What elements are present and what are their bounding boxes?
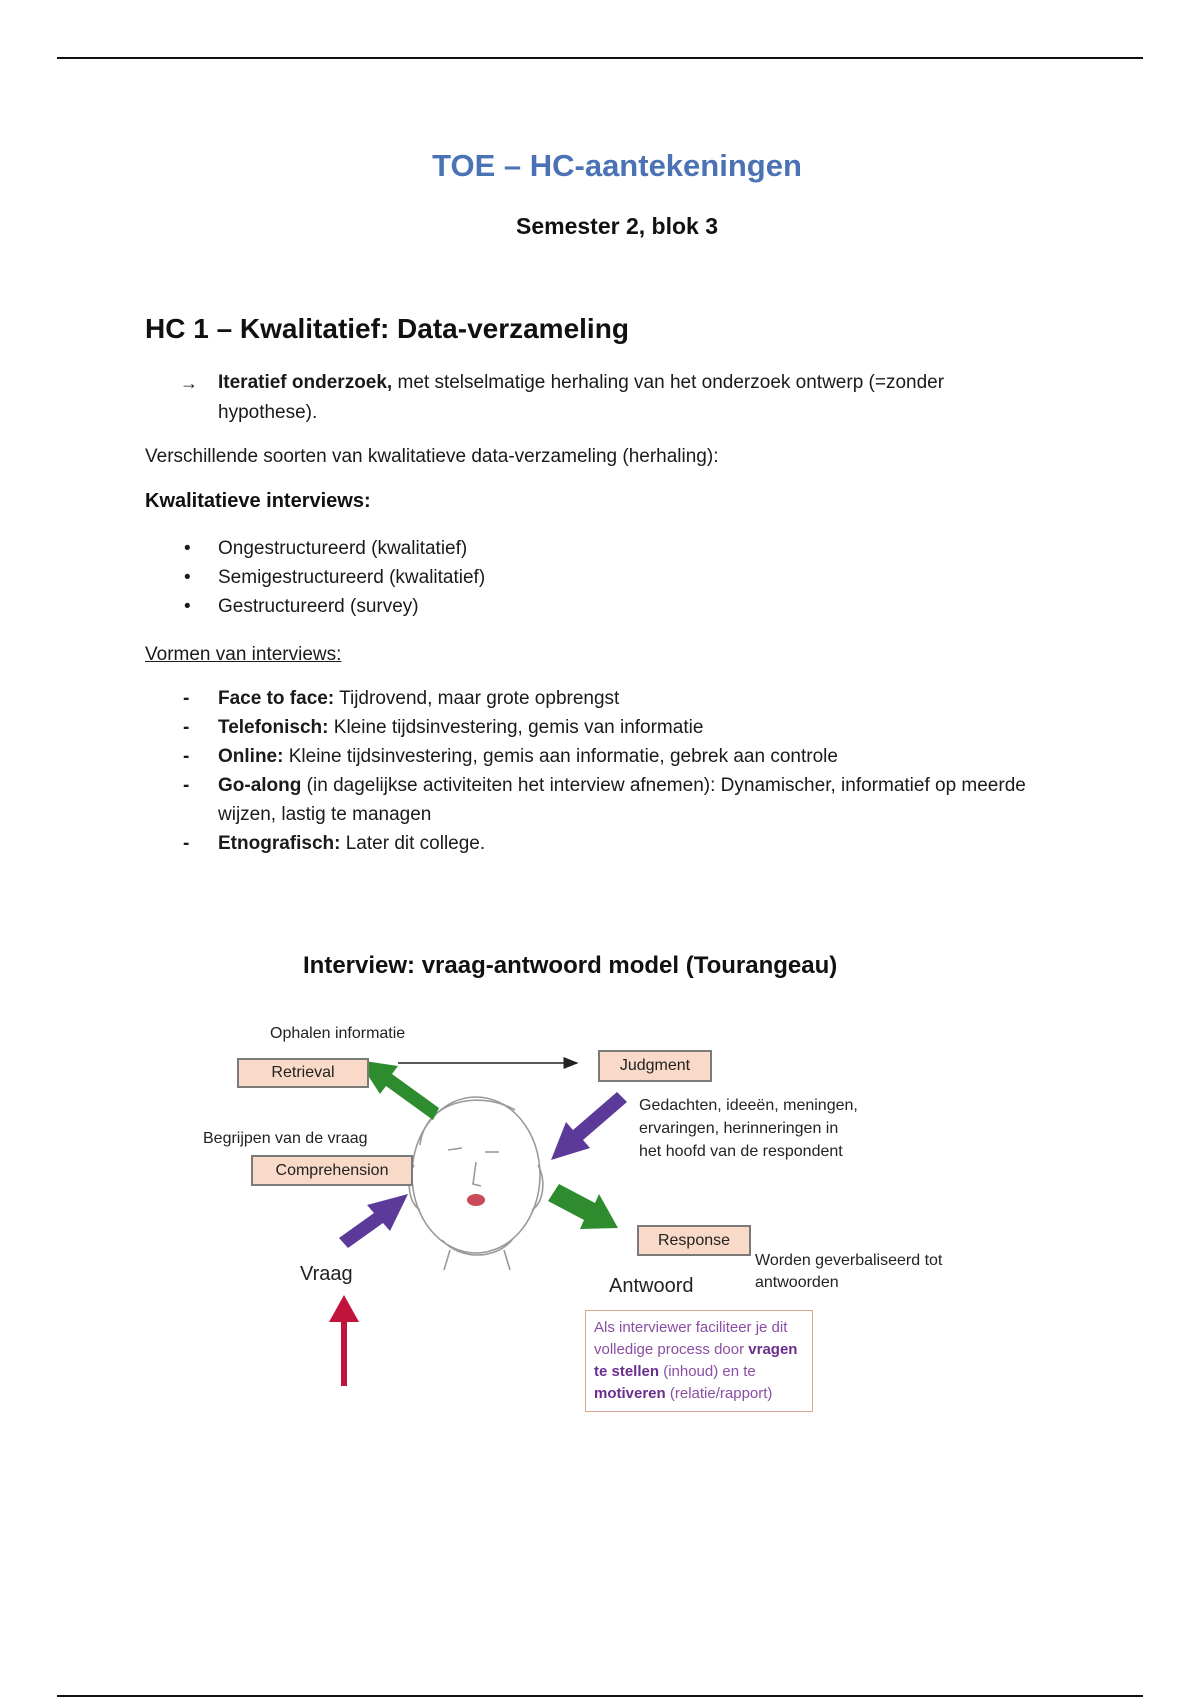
list-item: [180, 684, 1040, 713]
form-text: Kleine tijdsinvestering, gemis aan informatie, gebrek aan controle: [283, 746, 838, 767]
bullet-icon: •: [184, 567, 191, 588]
verbaliseerd-label-2: antwoorden: [755, 1274, 839, 1291]
list-item: [180, 713, 1040, 742]
purple-arrow-judgment: [551, 1092, 627, 1160]
list-item: [180, 771, 1040, 829]
document-title: TOE – HC-aantekeningen: [432, 148, 802, 183]
antwoord-label: Antwoord: [609, 1275, 694, 1297]
bullet-icon: •: [184, 596, 191, 617]
form-text: (in dagelijkse activiteiten het interview afnemen): Dynamischer, informatief op meerde wijzen, lastig te managen: [218, 775, 1026, 825]
mouth-icon: [467, 1194, 485, 1206]
verbaliseerd-label-1: Worden geverbaliseerd tot: [755, 1252, 943, 1269]
dash-icon: -: [183, 775, 190, 796]
arrow-list-item: [180, 368, 1040, 428]
list-item-text: Semigestructureerd (kwalitatief): [218, 567, 486, 588]
tourangeau-figure: [180, 940, 1020, 1420]
list-item: [180, 829, 1040, 858]
respondent-head-icon: [409, 1097, 543, 1270]
dash-icon: -: [183, 833, 190, 854]
purple-arrow-to-comprehension: [339, 1194, 408, 1248]
bullet-icon: •: [184, 538, 191, 559]
interviewer-note-box: Als interviewer faciliteer je dit volledige process door vragen te stellen (inhoud) en te motiveren (relatie/rapport): [585, 1310, 813, 1412]
form-label: Go-along: [218, 775, 302, 796]
figure-title: Interview: vraag-antwoord model (Tourangeau): [303, 952, 838, 979]
gedachten-label-2: ervaringen, herinneringen in: [639, 1120, 839, 1137]
arrow-item-text: met stelselmatige herhaling van het onderzoek ontwerp (=zonder hypothese).: [218, 372, 945, 423]
judgment-box: Judgment: [598, 1050, 712, 1082]
interview-forms-list: [180, 684, 1040, 858]
form-label: Online:: [218, 746, 284, 767]
gedachten-label-3: het hoofd van de respondent: [639, 1143, 843, 1160]
dash-icon: -: [183, 688, 190, 709]
list-item: [180, 563, 485, 592]
list-item-text: Ongestructureerd (kwalitatief): [218, 538, 468, 559]
list-item: [180, 534, 485, 563]
begrijpen-label: Begrijpen van de vraag: [203, 1130, 368, 1147]
list-item-text: Gestructureerd (survey): [218, 596, 419, 617]
comprehension-box: Comprehension: [251, 1155, 413, 1186]
retrieval-box: Retrieval: [237, 1058, 369, 1088]
intro-paragraph: Verschillende soorten van kwalitatieve data-verzameling (herhaling):: [145, 446, 719, 467]
red-question-arrow: [329, 1295, 359, 1386]
form-text: Kleine tijdsinvestering, gemis van informatie: [328, 717, 704, 738]
dash-icon: -: [183, 746, 190, 767]
form-text: Later dit college.: [340, 833, 486, 854]
document-subtitle: Semester 2, blok 3: [516, 213, 718, 239]
form-text: Tijdrovend, maar grote opbrengst: [334, 688, 620, 709]
bottom-rule: [57, 1695, 1143, 1697]
response-box: Response: [637, 1225, 751, 1256]
dash-icon: -: [183, 717, 190, 738]
green-arrow-to-response: [548, 1184, 618, 1229]
green-arrow-to-retrieval: [358, 1060, 439, 1120]
right-arrow-icon: →: [180, 373, 198, 393]
arrow-item-bold: Iteratief onderzoek,: [218, 372, 393, 393]
list-item: [180, 742, 1040, 771]
top-rule: [57, 57, 1143, 59]
form-label: Telefonisch:: [218, 717, 329, 738]
list-item: [180, 592, 485, 621]
form-label: Face to face:: [218, 688, 335, 709]
section-heading: HC 1 – Kwalitatief: Data-verzameling: [145, 313, 629, 344]
interviews-heading: Kwalitatieve interviews:: [145, 490, 371, 512]
forms-heading: Vormen van interviews:: [145, 644, 342, 665]
form-label: Etnografisch:: [218, 833, 341, 854]
ophalen-label: Ophalen informatie: [270, 1025, 406, 1042]
gedachten-label-1: Gedachten, ideeën, meningen,: [639, 1097, 858, 1114]
interview-types-list: [180, 534, 485, 621]
vraag-label: Vraag: [300, 1263, 353, 1285]
